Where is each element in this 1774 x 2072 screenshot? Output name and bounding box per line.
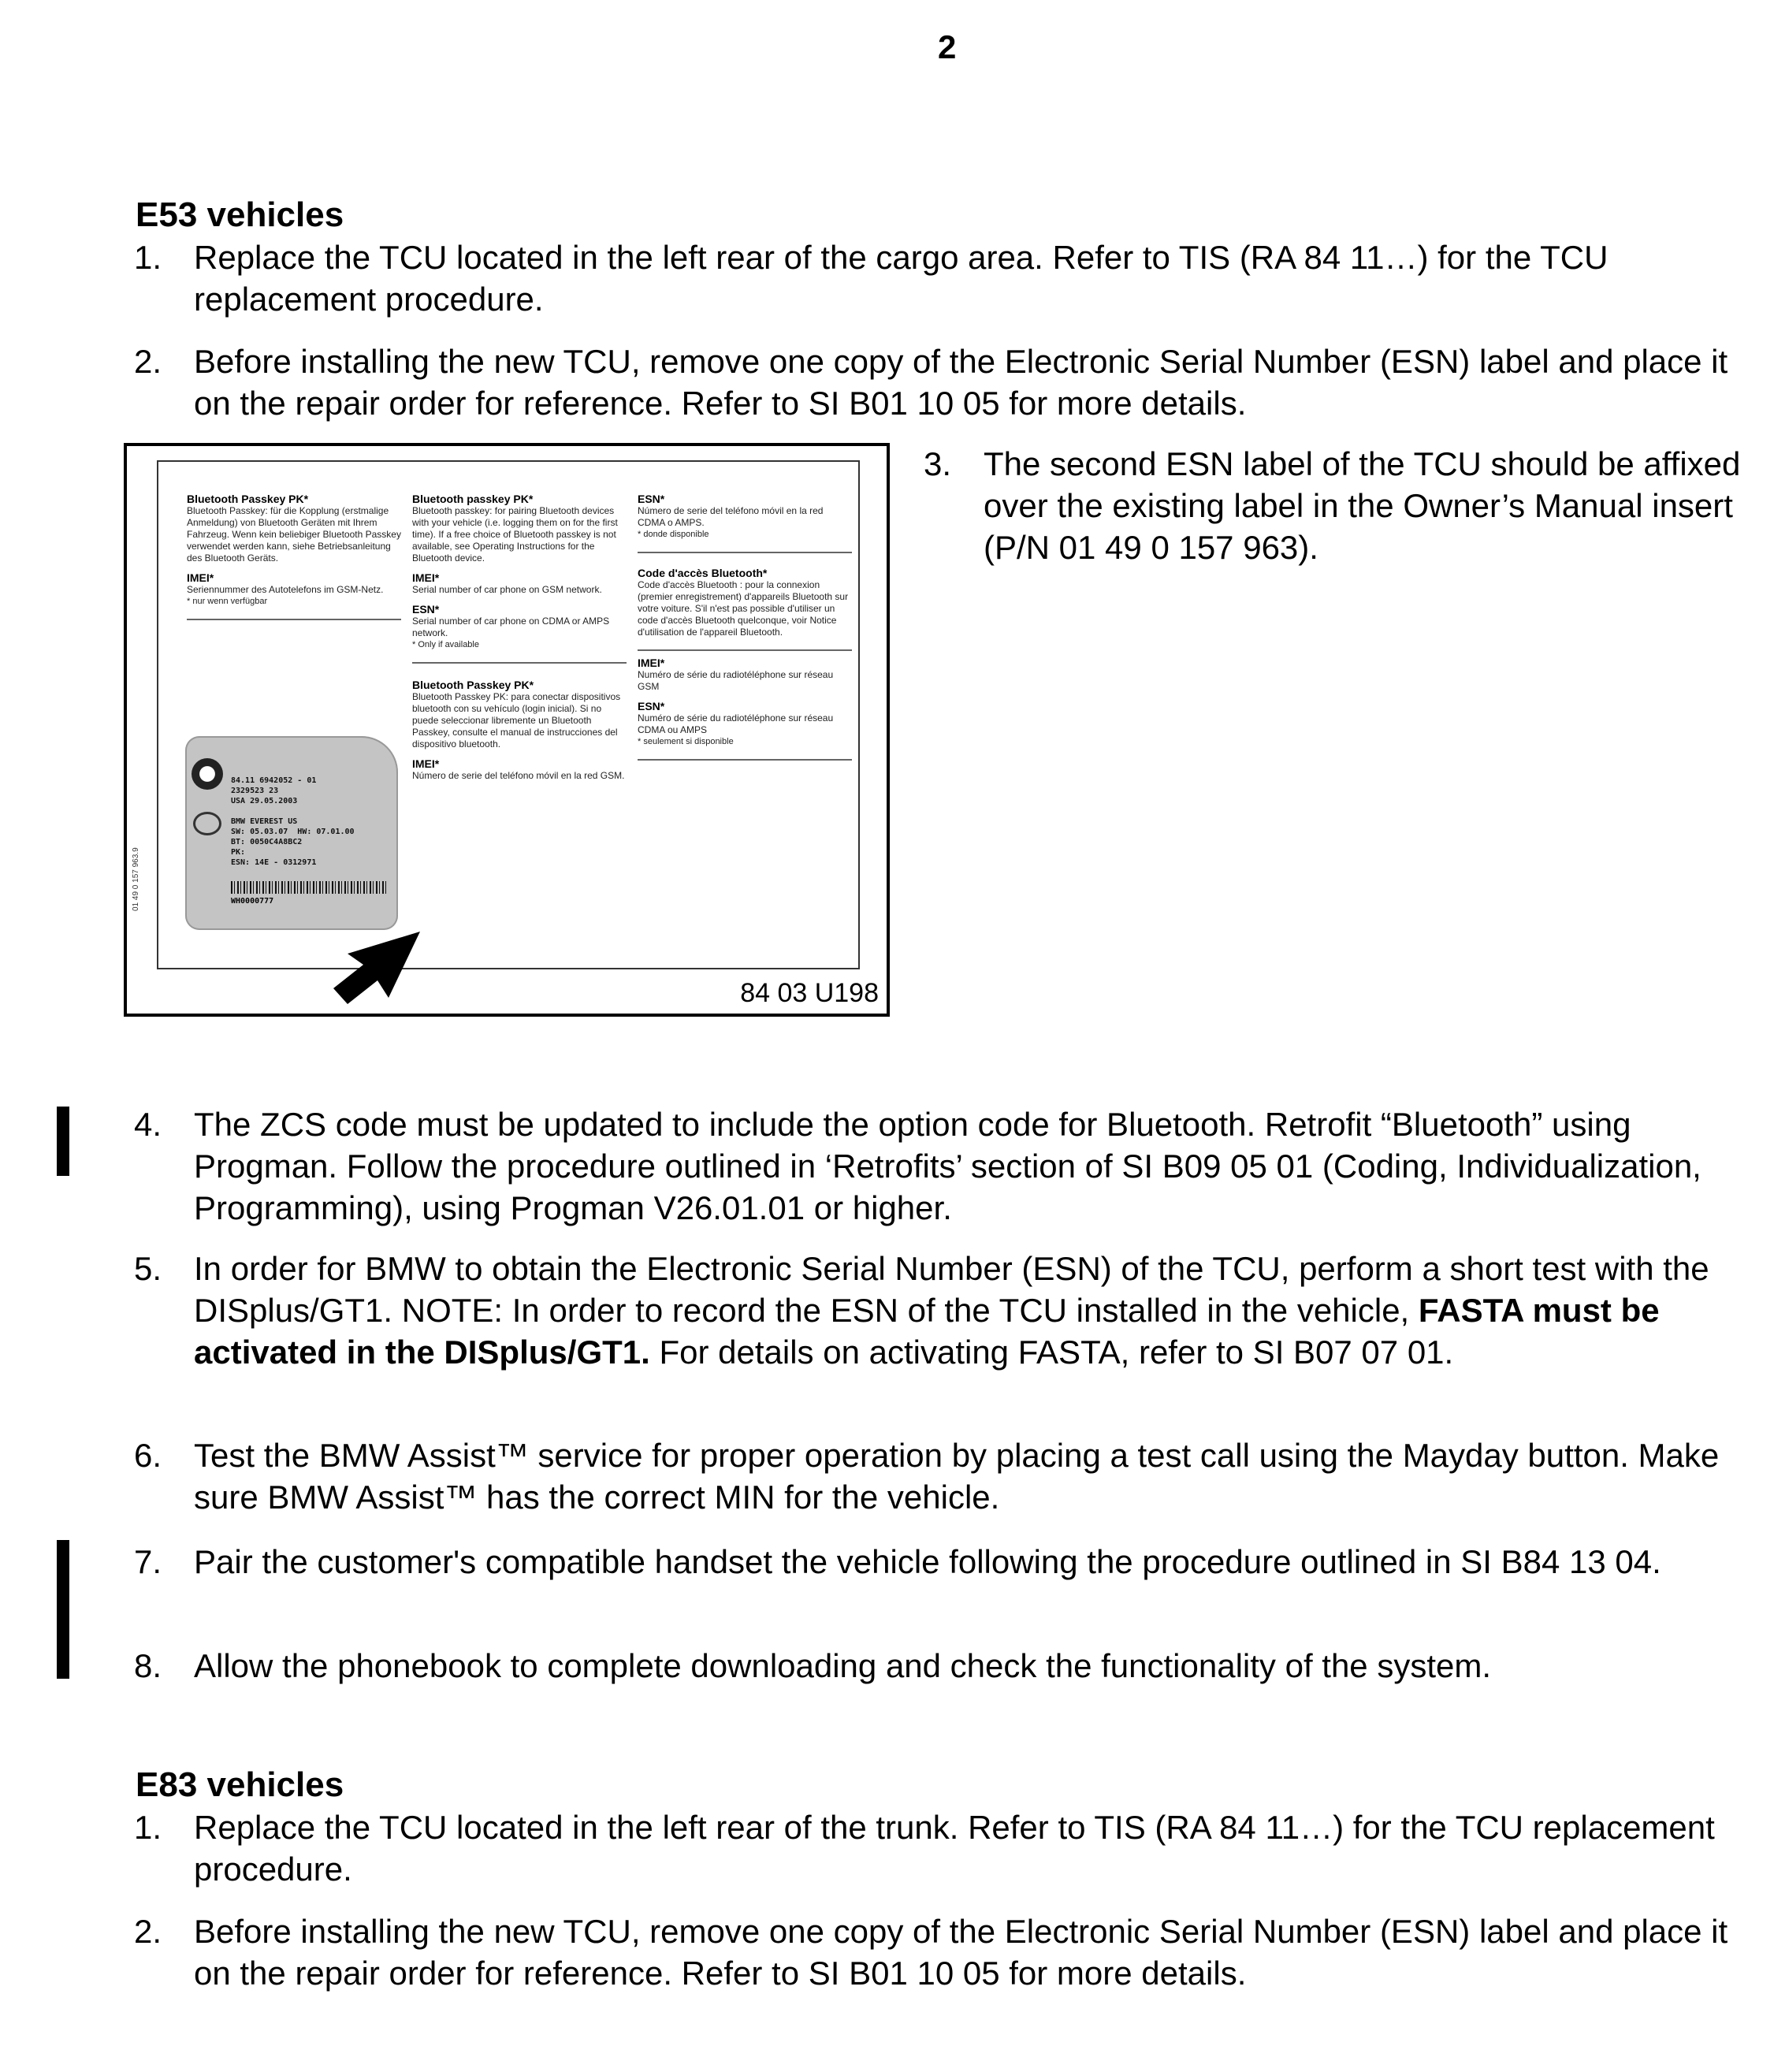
- item-number: 8.: [134, 1647, 162, 1684]
- page-number: 2: [938, 28, 957, 65]
- figure-note: * Only if available: [412, 640, 479, 649]
- list-item: [134, 1806, 1765, 1890]
- figure-heading: ESN*: [412, 603, 440, 616]
- figure-text: Serial number of car phone on CDMA or AMPS network.: [412, 616, 610, 638]
- figure-heading: Bluetooth Passkey PK*: [412, 679, 534, 691]
- figure-text: Code d'accès Bluetooth : pour la connexion (premier enregistrement) d'appareils Bluetooth sur votre voiture. S'il n'est pas possible d'utiliser un code d'accès Bluetooth quelconque, voir Notice d'utilisation de l'appareil Bluetooth.: [638, 579, 849, 638]
- figure-text: Numéro de série du radiotéléphone sur réseau CDMA ou AMPS: [638, 712, 834, 735]
- item-text: Pair the customer's compatible handset the vehicle following the procedure outlined in SI B84 13 04.: [194, 1543, 1661, 1580]
- list-item: [134, 1541, 1765, 1583]
- figure-text: Número de serie del teléfono móvil en la red CDMA o AMPS.: [638, 505, 824, 528]
- item-text: Allow the phonebook to complete downloading and check the functionality of the system.: [194, 1647, 1492, 1684]
- figure-heading: Bluetooth passkey PK*: [412, 493, 534, 505]
- bmw-logo-icon: [192, 758, 223, 790]
- item-text-part: In order for BMW to obtain the Electronic Serial Number (ESN) of the TCU, perform a short test with the DISplus/GT1. NOTE: In order to record the ESN of the TCU installed in the vehicle,: [194, 1250, 1709, 1329]
- list-item: [134, 1434, 1765, 1518]
- barcode-icon: [231, 881, 389, 894]
- item-number: 7.: [134, 1543, 162, 1580]
- figure-vertical-code: 01 49 0 157 963.9: [132, 847, 140, 911]
- list-item: [134, 236, 1765, 320]
- figure-text: Serial number of car phone on GSM network.: [412, 584, 602, 595]
- figure-text: Bluetooth Passkey: für die Kopplung (erstmalige Anmeldung) von Bluetooth Geräten mit Ihrem Fahrzeug. Wenn kein beliebiger Bluetooth Passkey verwendet werden kann, siehe Betriebsanleitung des Bluetooth Geräts.: [187, 505, 401, 564]
- divider: [638, 759, 852, 761]
- item-number: 1.: [134, 1809, 162, 1846]
- pointer-arrow-icon: [325, 925, 428, 1012]
- item-text: Before installing the new TCU, remove one copy of the Electronic Serial Number (ESN) label and place it on the repair order for reference. Refer to SI B01 10 05 for more details.: [194, 1913, 1728, 1992]
- list-item: [134, 1910, 1765, 1994]
- item-text: [194, 1248, 1765, 1373]
- figure-column-spanish-french: [638, 493, 852, 761]
- divider: [638, 552, 852, 553]
- item-text: The ZCS code must be updated to include the option code for Bluetooth. Retrofit “Bluetooth” using Progman. Follow the procedure outlined in ‘Retrofits’ section of SI B09 05 01 (Coding, Individualization, Programming), using Progman V26.01.01 or higher.: [194, 1106, 1701, 1226]
- list-item: [134, 340, 1765, 424]
- figure-heading: ESN*: [638, 493, 665, 505]
- item-text: Replace the TCU located in the left rear of the trunk. Refer to TIS (RA 84 11…) for the TCU replacement procedure.: [194, 1809, 1715, 1888]
- item-number: 6.: [134, 1437, 162, 1474]
- motorola-logo-icon: [193, 812, 221, 835]
- figure-text: Numéro de série du radiotéléphone sur réseau GSM: [638, 669, 834, 692]
- divider: [638, 649, 852, 651]
- figure-text: Seriennummer des Autotelefons im GSM-Netz.: [187, 584, 384, 595]
- figure-note: * donde disponible: [638, 530, 709, 539]
- item-text: Test the BMW Assist™ service for proper operation by placing a test call using the Mayday button. Make sure BMW Assist™ has the correct MIN for the vehicle.: [194, 1437, 1720, 1516]
- item-text: Before installing the new TCU, remove one copy of the Electronic Serial Number (ESN) label and place it on the repair order for reference. Refer to SI B01 10 05 for more details.: [194, 343, 1728, 422]
- item-number: 2.: [134, 1913, 162, 1950]
- section-heading-e53: E53 vehicles: [136, 195, 344, 234]
- figure-heading: Bluetooth Passkey PK*: [187, 493, 309, 505]
- figure-text: Bluetooth Passkey PK: para conectar dispositivos bluetooth con su vehículo (login inicial). Si no puede seleccionar libremente un Bluetooth Passkey, consulte el manual de instrucciones del dispositivo bluetooth.: [412, 691, 621, 750]
- sticker-text: 84.11 6942052 - 01 2329523 23 USA 29.05.2003 BMW EVEREST US SW: 05.03.07 HW: 07.01.00 BT: 0050C4A8BC2 PK: ESN: 14E - 0312971: [231, 776, 355, 867]
- figure-note: * nur wenn verfügbar: [187, 597, 268, 606]
- divider: [412, 662, 627, 664]
- figure-heading: IMEI*: [187, 571, 214, 584]
- item-number: 4.: [134, 1106, 162, 1143]
- figure-heading: IMEI*: [638, 657, 665, 669]
- figure-heading: Code d'accès Bluetooth*: [638, 567, 768, 579]
- change-bar: [57, 1107, 69, 1176]
- item-number: 3.: [924, 445, 952, 482]
- esn-sticker: [185, 736, 398, 930]
- item-text: Replace the TCU located in the left rear of the cargo area. Refer to TIS (RA 84 11…) for the TCU replacement procedure.: [194, 239, 1609, 318]
- item-text-bold: FASTA must be activated in the DISplus/GT1.: [194, 1292, 1660, 1371]
- figure-note: * seulement si disponible: [638, 737, 734, 746]
- item-number: 5.: [134, 1250, 162, 1287]
- section-heading-e83: E83 vehicles: [136, 1765, 344, 1804]
- figure-heading: IMEI*: [412, 757, 440, 770]
- figure-caption: 84 03 U198: [740, 978, 879, 1008]
- item-text-part: For details on activating FASTA, refer to SI B07 07 01.: [649, 1334, 1454, 1371]
- figure-text: Bluetooth passkey: for pairing Bluetooth devices with your vehicle (i.e. logging them on for the first time). If a free choice of Bluetooth passkey is not available, see Operating Instructions for the Bluetooth device.: [412, 505, 618, 564]
- item-text: The second ESN label of the TCU should be affixed over the existing label in the Owner’s Manual insert (P/N 01 49 0 157 963).: [984, 445, 1741, 566]
- list-item: [924, 443, 1759, 568]
- figure-text: Número de serie del teléfono móvil en la red GSM.: [412, 770, 625, 781]
- sticker-code: WH0000777: [231, 897, 274, 906]
- divider: [187, 619, 401, 620]
- item-number: 1.: [134, 239, 162, 276]
- figure-heading: IMEI*: [412, 571, 440, 584]
- figure-heading: ESN*: [638, 700, 665, 712]
- change-bar: [57, 1540, 69, 1679]
- owners-manual-insert: [157, 460, 860, 969]
- figure-column-german: [187, 493, 401, 620]
- esn-label-figure: [124, 443, 890, 1017]
- list-item: [134, 1248, 1765, 1373]
- item-number: 2.: [134, 343, 162, 380]
- figure-column-english: [412, 493, 627, 782]
- list-item: [134, 1645, 1765, 1687]
- list-item: [134, 1103, 1765, 1229]
